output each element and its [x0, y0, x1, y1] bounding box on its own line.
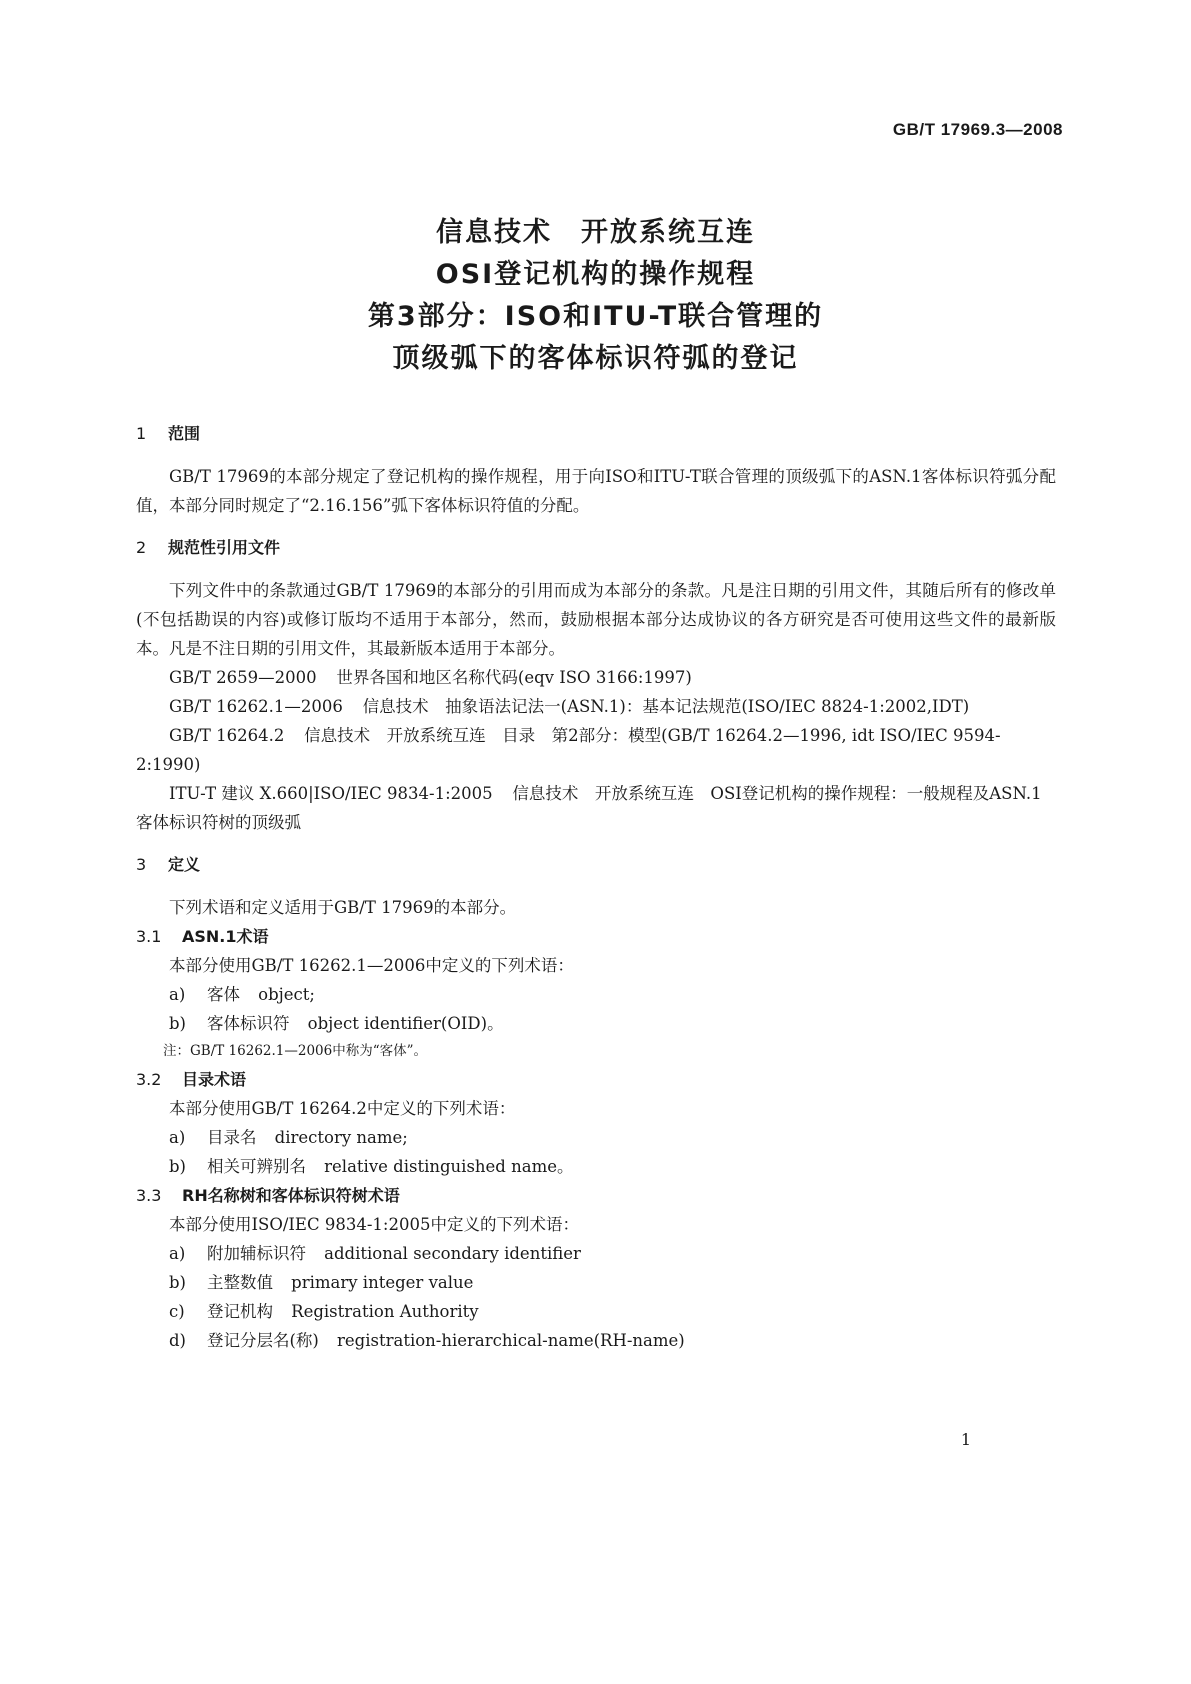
term-en: object; [258, 985, 315, 1004]
document-body [136, 420, 1056, 1355]
term-item [136, 1239, 1056, 1268]
term-item [136, 1297, 1056, 1326]
term-zh: 附加辅标识符 [207, 1244, 306, 1263]
term-zh: 登记机构 [207, 1302, 273, 1321]
title-line-1: 信息技术 开放系统互连 [436, 217, 755, 248]
reference-item [136, 692, 1056, 721]
subsection-3-3-heading [136, 1181, 1056, 1210]
reference-title: 世界各国和地区名称代码(eqv ISO 3166:1997) [336, 668, 692, 687]
section-title: 范围 [168, 424, 201, 443]
item-label: b) [169, 1157, 186, 1176]
section-3-heading [136, 851, 1056, 879]
term-item [136, 1009, 1056, 1038]
note: 注：GB/T 16262.1—2006中称为“客体”。 [163, 1043, 428, 1059]
section-2-heading [136, 534, 1056, 562]
term-en: Registration Authority [291, 1302, 479, 1321]
term-en: relative distinguished name。 [324, 1157, 574, 1176]
subsection-intro: 本部分使用GB/T 16264.2中定义的下列术语： [169, 1099, 516, 1118]
term-item [136, 1268, 1056, 1297]
reference-code: GB/T 16264.2 [169, 726, 285, 745]
term-item [136, 1123, 1056, 1152]
normative-references-paragraph: 下列文件中的条款通过GB/T 17969的本部分的引用而成为本部分的条款。凡是注日期的引用文件，其随后所有的修改单(不包括勘误的内容)或修订版均不适用于本部分，然而，鼓励根据本部分达成协议的各方研究是否可使用这些文件的最新版本。凡是不注日期的引用文件，其最新版本适用于本部分。 [136, 581, 1056, 658]
term-zh: 主整数值 [207, 1273, 273, 1292]
term-zh: 客体标识符 [207, 1014, 290, 1033]
subsection-number: 3.2 [136, 1070, 162, 1089]
term-en: additional secondary identifier [324, 1244, 581, 1263]
title-line-3: 第3部分：ISO和ITU-T联合管理的 [367, 301, 824, 332]
term-zh: 登记分层名(称) [207, 1331, 319, 1350]
item-label: d) [169, 1331, 186, 1350]
reference-code: ITU-T 建议 X.660|ISO/IEC 9834-1:2005 [169, 784, 493, 803]
subsection-title: RH名称树和客体标识符树术语 [182, 1186, 400, 1205]
term-item [136, 980, 1056, 1009]
item-label: a) [169, 1128, 186, 1147]
item-label: b) [169, 1273, 186, 1292]
reference-title: 信息技术 开放系统互连 OSI登记机构的操作规程：一般规程及ASN.1客体标识符树的顶级弧 [136, 784, 1042, 832]
reference-title: 信息技术 抽象语法记法一(ASN.1)：基本记法规范(ISO/IEC 8824-1:2002,IDT) [362, 697, 970, 716]
reference-item [136, 779, 1056, 837]
subsection-3-2-heading [136, 1065, 1056, 1094]
title-line-4: 顶级弧下的客体标识符弧的登记 [392, 343, 799, 374]
reference-item [136, 663, 1056, 692]
reference-item [136, 721, 1056, 779]
subsection-3-1-heading [136, 922, 1056, 951]
term-zh: 目录名 [207, 1128, 257, 1147]
section-title: 规范性引用文件 [168, 538, 281, 557]
term-en: directory name; [274, 1128, 408, 1147]
section-number: 2 [136, 538, 147, 557]
definitions-paragraph: 下列术语和定义适用于GB/T 17969的本部分。 [169, 898, 517, 917]
reference-code: GB/T 16262.1—2006 [169, 697, 343, 716]
subsection-title: ASN.1术语 [182, 927, 269, 946]
term-item [136, 1326, 1056, 1355]
term-zh: 相关可辨别名 [207, 1157, 306, 1176]
item-label: a) [169, 985, 186, 1004]
subsection-intro: 本部分使用GB/T 16262.1—2006中定义的下列术语： [169, 956, 574, 975]
document-title [0, 212, 1191, 380]
scope-paragraph: GB/T 17969的本部分规定了登记机构的操作规程，用于向ISO和ITU-T联合管理的顶级弧下的ASN.1客体标识符弧分配值，本部分同时规定了“2.16.156”弧下客体标识符值的分配。 [136, 467, 1056, 515]
subsection-intro: 本部分使用ISO/IEC 9834-1:2005中定义的下列术语： [169, 1215, 579, 1234]
term-en: object identifier(OID)。 [307, 1014, 504, 1033]
subsection-number: 3.1 [136, 927, 162, 946]
term-zh: 客体 [207, 985, 240, 1004]
reference-title: 信息技术 开放系统互连 目录 第2部分：模型(GB/T 16264.2—1996, idt ISO/IEC 9594-2:1990) [136, 726, 1001, 774]
subsection-number: 3.3 [136, 1186, 162, 1205]
section-number: 1 [136, 424, 147, 443]
term-en: primary integer value [291, 1273, 474, 1292]
item-label: b) [169, 1014, 186, 1033]
reference-code: GB/T 2659—2000 [169, 668, 317, 687]
page-number: 1 [960, 1430, 971, 1449]
title-line-2: OSI登记机构的操作规程 [435, 259, 756, 290]
section-title: 定义 [168, 855, 201, 874]
standard-number: GB/T 17969.3—2008 [892, 120, 1063, 139]
section-number: 3 [136, 855, 147, 874]
subsection-title: 目录术语 [182, 1070, 247, 1089]
term-en: registration-hierarchical-name(RH-name) [337, 1331, 685, 1350]
section-1-heading [136, 420, 1056, 448]
item-label: c) [169, 1302, 185, 1321]
term-item [136, 1152, 1056, 1181]
item-label: a) [169, 1244, 186, 1263]
